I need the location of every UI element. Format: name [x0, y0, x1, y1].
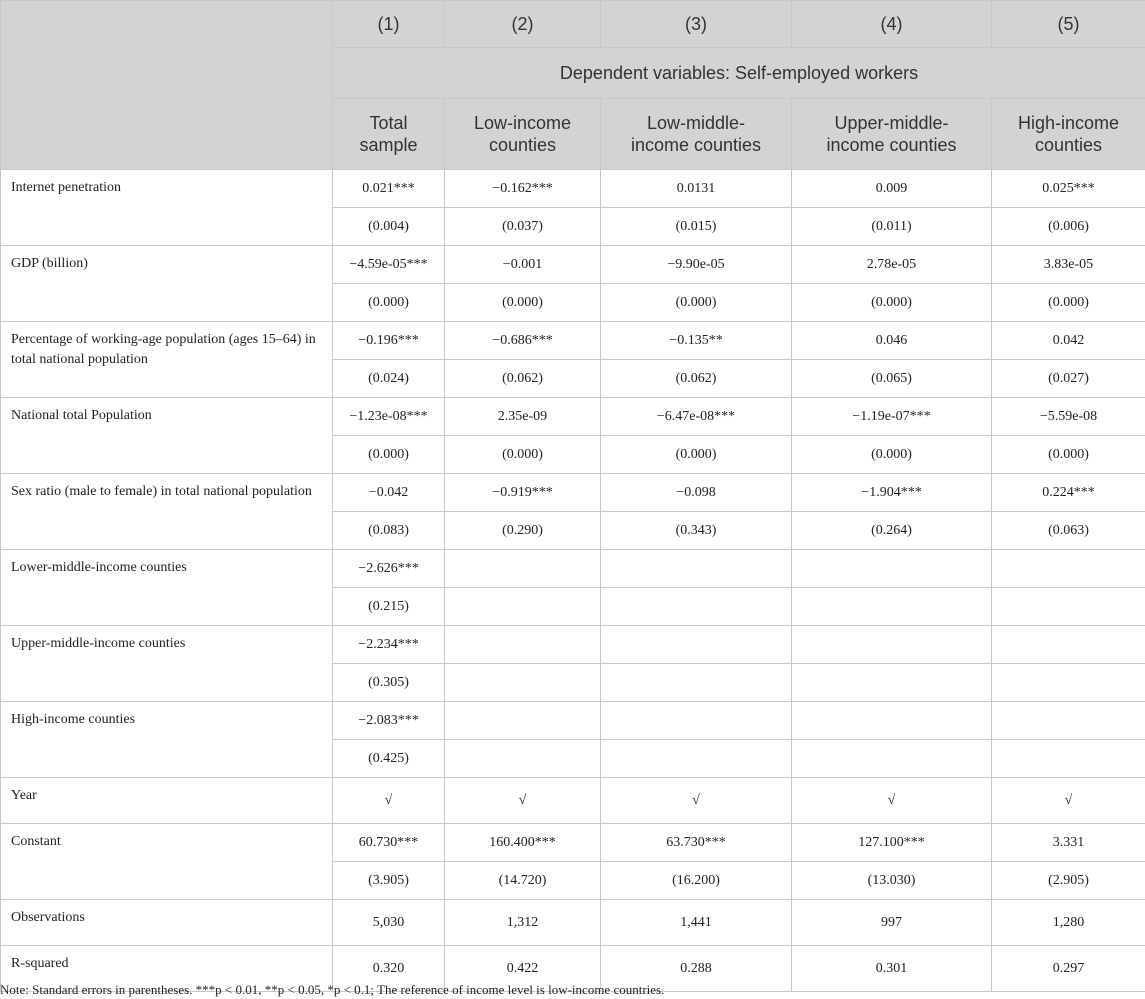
col-number: (4) — [792, 1, 992, 48]
col-number: (3) — [601, 1, 792, 48]
std-error-cell — [445, 740, 601, 778]
std-error-cell: (0.083) — [333, 512, 445, 550]
std-error-cell: (0.062) — [445, 360, 601, 398]
std-error-cell: (0.024) — [333, 360, 445, 398]
coefficient-cell: −0.098 — [601, 474, 792, 512]
coefficient-cell — [445, 702, 601, 740]
std-error-cell — [445, 588, 601, 626]
coefficient-cell: −2.083*** — [333, 702, 445, 740]
std-error-cell: (0.215) — [333, 588, 445, 626]
std-error-cell — [601, 664, 792, 702]
std-error-cell: (13.030) — [792, 862, 992, 900]
coefficient-cell: 0.046 — [792, 322, 992, 360]
std-error-cell: (0.000) — [792, 436, 992, 474]
std-error-cell — [992, 740, 1145, 778]
variable-row — [1, 550, 1145, 588]
coefficient-cell: 0.042 — [992, 322, 1145, 360]
coefficient-cell: −1.904*** — [792, 474, 992, 512]
year-row — [1, 778, 1145, 824]
col-number: (1) — [333, 1, 445, 48]
dependent-variable-label: Dependent variables: Self-employed workers — [333, 48, 1145, 99]
variable-row — [1, 702, 1145, 740]
variable-label: Year — [1, 778, 333, 824]
coefficient-cell — [445, 626, 601, 664]
coefficient-cell: −1.23e-08*** — [333, 398, 445, 436]
coefficient-cell: 160.400*** — [445, 824, 601, 862]
variable-label: High-income counties — [1, 702, 333, 778]
std-error-cell: (0.290) — [445, 512, 601, 550]
std-error-cell — [445, 664, 601, 702]
col-name — [601, 99, 792, 170]
coefficient-cell: −5.59e-08 — [992, 398, 1145, 436]
coefficient-cell: 0.224*** — [992, 474, 1145, 512]
std-error-cell: (0.000) — [992, 284, 1145, 322]
coefficient-cell: 0.021*** — [333, 170, 445, 208]
value-cell: 1,280 — [992, 900, 1145, 946]
coefficient-cell: 2.78e-05 — [792, 246, 992, 284]
col-name-line: High-income — [1017, 113, 1120, 133]
coefficient-cell: −6.47e-08*** — [601, 398, 792, 436]
std-error-cell: (0.065) — [792, 360, 992, 398]
observations-row — [1, 900, 1145, 946]
coefficient-cell: 0.0131 — [601, 170, 792, 208]
col-name-line: Upper-middle- — [834, 113, 949, 133]
variable-label: Sex ratio (male to female) in total national population — [1, 474, 333, 550]
std-error-cell: (0.011) — [792, 208, 992, 246]
variable-row — [1, 626, 1145, 664]
coefficient-cell: 60.730*** — [333, 824, 445, 862]
std-error-cell: (0.006) — [992, 208, 1145, 246]
value-cell: 0.301 — [792, 946, 992, 992]
std-error-cell: (16.200) — [601, 862, 792, 900]
std-error-cell: (0.305) — [333, 664, 445, 702]
coefficient-cell — [792, 626, 992, 664]
col-number: (2) — [445, 1, 601, 48]
std-error-cell: (0.000) — [992, 436, 1145, 474]
std-error-cell — [792, 740, 992, 778]
col-name-line: counties — [488, 135, 557, 155]
std-error-cell: (0.062) — [601, 360, 792, 398]
std-error-cell: (3.905) — [333, 862, 445, 900]
header-corner — [1, 1, 333, 170]
value-cell: 997 — [792, 900, 992, 946]
variable-label: Constant — [1, 824, 333, 900]
value-cell: 0.288 — [601, 946, 792, 992]
coefficient-cell: −0.686*** — [445, 322, 601, 360]
std-error-cell: (0.037) — [445, 208, 601, 246]
coefficient-cell — [992, 702, 1145, 740]
std-error-cell — [992, 664, 1145, 702]
std-error-cell: (0.004) — [333, 208, 445, 246]
col-name-line: sample — [359, 135, 418, 155]
coefficient-cell: 0.025*** — [992, 170, 1145, 208]
std-error-cell: (0.015) — [601, 208, 792, 246]
value-cell: √ — [601, 778, 792, 824]
col-name — [333, 99, 445, 170]
value-cell: 0.422 — [445, 946, 601, 992]
variable-label: Lower-middle-income counties — [1, 550, 333, 626]
coefficient-cell — [792, 702, 992, 740]
coefficient-cell: −0.196*** — [333, 322, 445, 360]
col-name — [792, 99, 992, 170]
value-cell: √ — [992, 778, 1145, 824]
std-error-cell: (0.264) — [792, 512, 992, 550]
value-cell: 1,312 — [445, 900, 601, 946]
std-error-cell — [792, 664, 992, 702]
col-name-line: counties — [1034, 135, 1103, 155]
coefficient-cell: 127.100*** — [792, 824, 992, 862]
coefficient-cell — [601, 702, 792, 740]
value-cell: √ — [445, 778, 601, 824]
coefficient-cell — [992, 626, 1145, 664]
std-error-cell: (0.000) — [601, 284, 792, 322]
variable-row — [1, 474, 1145, 512]
std-error-cell — [992, 588, 1145, 626]
variable-label: Upper-middle-income counties — [1, 626, 333, 702]
coefficient-cell: 63.730*** — [601, 824, 792, 862]
col-name — [992, 99, 1145, 170]
col-name-line: Low-middle- — [646, 113, 746, 133]
coefficient-cell — [601, 626, 792, 664]
std-error-cell: (14.720) — [445, 862, 601, 900]
variable-label: Internet penetration — [1, 170, 333, 246]
coefficient-cell: −0.919*** — [445, 474, 601, 512]
value-cell: 0.297 — [992, 946, 1145, 992]
col-name-line: Total — [369, 113, 408, 133]
variable-label: National total Population — [1, 398, 333, 474]
value-cell: 0.320 — [333, 946, 445, 992]
std-error-cell: (0.425) — [333, 740, 445, 778]
col-name-line: income counties — [630, 135, 762, 155]
coefficient-cell: −2.234*** — [333, 626, 445, 664]
coefficient-cell: −0.135** — [601, 322, 792, 360]
coefficient-cell — [445, 550, 601, 588]
std-error-cell: (0.000) — [601, 436, 792, 474]
std-error-cell: (0.063) — [992, 512, 1145, 550]
coefficient-cell: −4.59e-05*** — [333, 246, 445, 284]
coefficient-cell: −0.042 — [333, 474, 445, 512]
table-note: Note: Standard errors in parentheses. ***p < 0.01, **p < 0.05, *p < 0.1; The reference of income level is low-income countries. — [0, 982, 665, 997]
std-error-cell: (0.000) — [792, 284, 992, 322]
col-name — [445, 99, 601, 170]
coefficient-cell — [992, 550, 1145, 588]
table-header — [1, 1, 1145, 170]
variable-row — [1, 246, 1145, 284]
std-error-cell — [601, 588, 792, 626]
col-name-line: income counties — [826, 135, 957, 155]
coefficient-cell: 3.83e-05 — [992, 246, 1145, 284]
value-cell: 5,030 — [333, 900, 445, 946]
std-error-cell: (0.000) — [445, 284, 601, 322]
std-error-cell: (0.027) — [992, 360, 1145, 398]
value-cell: √ — [333, 778, 445, 824]
variable-row — [1, 170, 1145, 208]
coefficient-cell: −0.162*** — [445, 170, 601, 208]
coefficient-cell — [792, 550, 992, 588]
coefficient-cell: −9.90e-05 — [601, 246, 792, 284]
variable-label: Observations — [1, 900, 333, 946]
std-error-cell: (0.000) — [333, 436, 445, 474]
variable-label: Percentage of working-age population (ages 15–64) in total national population — [1, 322, 333, 398]
col-number: (5) — [992, 1, 1145, 48]
std-error-cell: (0.000) — [333, 284, 445, 322]
coefficient-cell: 2.35e-09 — [445, 398, 601, 436]
value-cell: √ — [792, 778, 992, 824]
coefficient-cell — [601, 550, 792, 588]
std-error-cell: (2.905) — [992, 862, 1145, 900]
variable-row — [1, 398, 1145, 436]
table-body — [1, 170, 1145, 992]
std-error-cell — [601, 740, 792, 778]
std-error-cell: (0.000) — [445, 436, 601, 474]
variable-label: GDP (billion) — [1, 246, 333, 322]
coefficient-cell: −2.626*** — [333, 550, 445, 588]
constant-row — [1, 824, 1145, 862]
coefficient-cell: −1.19e-07*** — [792, 398, 992, 436]
std-error-cell: (0.343) — [601, 512, 792, 550]
value-cell: 1,441 — [601, 900, 792, 946]
std-error-cell — [792, 588, 992, 626]
coefficient-cell: 3.331 — [992, 824, 1145, 862]
variable-label: R-squared — [1, 946, 333, 992]
variable-row — [1, 322, 1145, 360]
coefficient-cell: 0.009 — [792, 170, 992, 208]
coefficient-cell: −0.001 — [445, 246, 601, 284]
col-name-line: Low-income — [473, 113, 572, 133]
